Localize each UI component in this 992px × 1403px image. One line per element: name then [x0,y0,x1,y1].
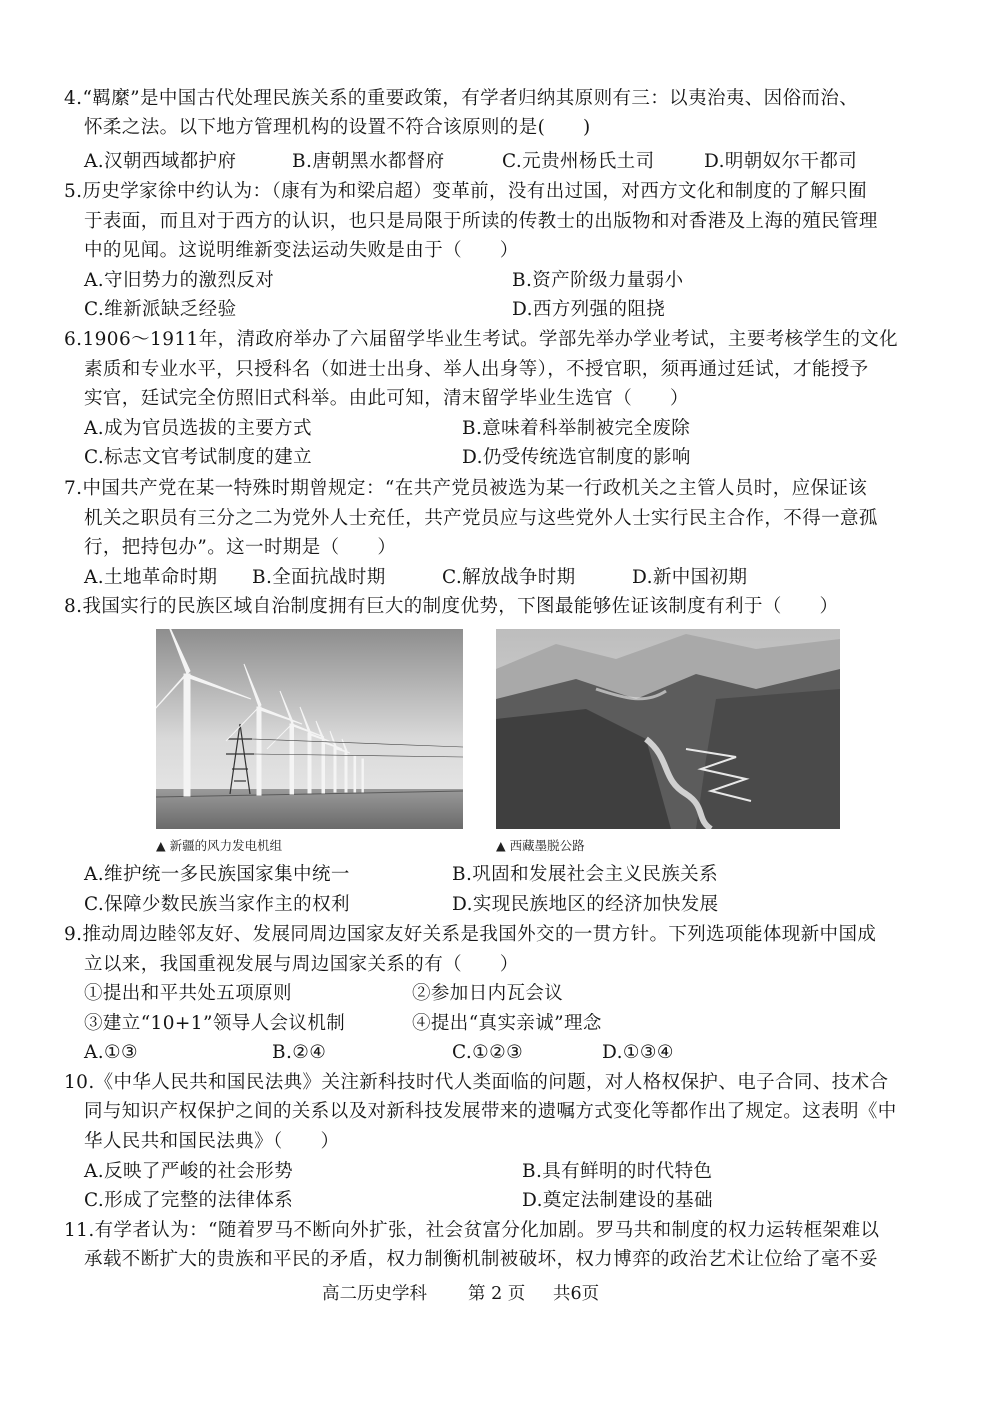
q8-stem-line-1: 8.我国实行的民族区域自治制度拥有巨大的制度优势，下图最能够佐证该制度有利于（ ） [64,596,839,617]
q7-stem-line-3: 行，把持包办”。这一时期是（ ） [84,537,397,558]
q6-option-a: A.成为官员选拔的主要方式 [84,418,312,439]
q10-option-a: A.反映了严峻的社会形势 [84,1161,294,1182]
q6-stem-line-2: 素质和专业水平，只授科名（如进士出身、举人出身等），不授官职，须再通过廷试，才能授予 [84,359,869,380]
q6-option-b: B.意味着科举制被完全废除 [462,418,691,439]
tibet-road-photo [496,629,840,829]
q5-option-d: D.西方列强的阻挠 [512,299,666,320]
q11-stem-line-1: 11.有学者认为：“随着罗马不断向外扩张，社会贫富分化加剧。罗马共和制度的权力运转框架难以 [64,1220,880,1241]
q9-stem-line-1: 9.推动周边睦邻友好、发展同周边国家友好关系是我国外交的一贯方针。下列选项能体现新中国成 [64,924,877,945]
q8-option-d: D.实现民族地区的经济加快发展 [452,894,719,915]
q8-option-c: C.保障少数民族当家作主的权利 [84,894,350,915]
q7-option-b: B.全面抗战时期 [252,567,386,588]
q10-option-c: C.形成了完整的法律体系 [84,1190,294,1211]
q10-stem-line-2: 同与知识产权保护之间的关系以及对新科技发展带来的遗嘱方式变化等都作出了规定。这表明《中 [84,1101,897,1122]
caption-tibet-road: ▲ 西藏墨脱公路 [496,838,585,853]
q9-option-d: D.①③④ [602,1042,674,1063]
footer-subject: 高二历史学科 [322,1284,427,1304]
q4-option-d: D.明朝奴尔干都司 [704,151,858,172]
q5-option-b: B.资产阶级力量弱小 [512,270,684,291]
q4-option-a: A.汉朝西域都护府 [84,151,237,172]
q9-option-b: B.②④ [272,1042,327,1063]
q7-option-a: A.土地革命时期 [84,567,218,588]
q9-option-c: C.①②③ [452,1042,524,1063]
q7-stem-line-1: 7.中国共产党在某一特殊时期曾规定：“在共产党员被选为某一行政机关之主管人员时，应保证该 [64,478,868,499]
q11-stem-line-2: 承载不断扩大的贵族和平民的矛盾，权力制衡机制被破坏，权力博弈的政治艺术让位给了毫不妥 [84,1249,878,1270]
q4-stem-line-1: 4.“羁縻”是中国古代处理民族关系的重要政策，有学者归纳其原则有三：以夷治夷、因俗而治、 [64,88,859,109]
q6-option-c: C.标志文官考试制度的建立 [84,447,313,468]
q10-stem-line-1: 10.《中华人民共和国民法典》关注新科技时代人类面临的问题，对人格权保护、电子合同、技术合 [64,1072,889,1093]
q10-option-b: B.具有鲜明的时代特色 [522,1161,713,1182]
q5-stem-line-1: 5.历史学家徐中约认为：（康有为和梁启超）变革前，没有出过国，对西方文化和制度的了解只囿 [64,181,868,202]
q4-option-c: C.元贵州杨氏土司 [502,151,655,172]
q5-option-a: A.守旧势力的激烈反对 [84,270,275,291]
q5-stem-line-3: 中的见闻。这说明维新变法运动失败是由于（ ） [84,240,519,261]
q9-stem-line-2: 立以来，我国重视发展与周边国家关系的有（ ） [84,954,519,975]
q7-option-d: D.新中国初期 [632,567,748,588]
q8-option-a: A.维护统一多民族国家集中统一 [84,864,350,885]
q9-option-a: A.①③ [84,1042,139,1063]
q6-stem-line-3: 实官，廷试完全仿照旧式科举。由此可知，清末留学毕业生选官（ ） [84,388,689,409]
wind-turbine-photo [156,629,463,829]
q10-option-d: D.奠定法制建设的基础 [522,1190,713,1211]
q7-option-c: C.解放战争时期 [442,567,576,588]
footer-page-number: 第 2 页 [468,1284,526,1304]
q6-stem-line-1: 6.1906～1911年，清政府举办了六届留学毕业生考试。学部先举办学业考试，主要考核学生的文化 [64,329,899,350]
q4-stem-line-2: 怀柔之法。以下地方管理机构的设置不符合该原则的是( ) [84,117,591,138]
q7-stem-line-2: 机关之职员有三分之二为党外人士充任，共产党员应与这些党外人士实行民主合作，不得一意孤 [84,508,878,529]
q10-stem-line-3: 华人民共和国民法典》（ ） [84,1131,340,1152]
q9-item-4: ④提出“真实亲诚”理念 [412,1013,602,1034]
footer-total-pages: 共6页 [553,1284,600,1304]
caption-xinjiang-wind: ▲ 新疆的风力发电机组 [156,838,283,853]
q6-option-d: D.仍受传统选官制度的影响 [462,447,691,468]
q9-item-2: ②参加日内瓦会议 [412,983,564,1004]
q5-option-c: C.维新派缺乏经验 [84,299,237,320]
q5-stem-line-2: 于表面，而且对于西方的认识，也只是局限于所读的传教士的出版物和对香港及上海的殖民管理 [84,211,878,232]
page-footer [0,1280,992,1308]
q9-item-3: ③建立“10+1”领导人会议机制 [84,1013,346,1034]
q8-option-b: B.巩固和发展社会主义民族关系 [452,864,718,885]
q9-item-1: ①提出和平共处五项原则 [84,983,292,1004]
q4-option-b: B.唐朝黑水都督府 [292,151,445,172]
